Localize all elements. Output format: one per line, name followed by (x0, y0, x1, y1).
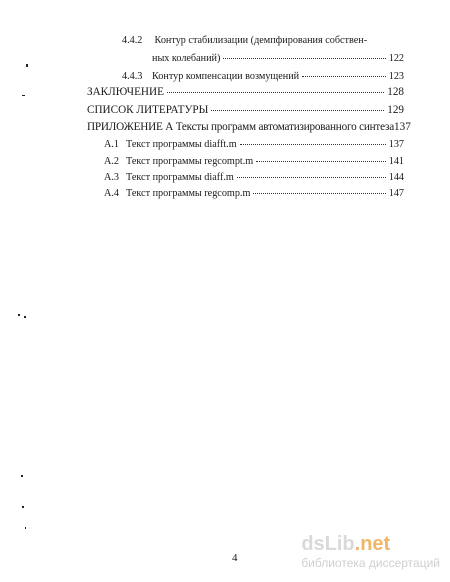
toc-entry-title: СПИСОК ЛИТЕРАТУРЫ (87, 104, 209, 116)
toc-entry-title: ЗАКЛЮЧЕНИЕ (87, 86, 164, 98)
toc-appendix-item (104, 188, 404, 200)
toc-page-number: 147 (388, 188, 404, 199)
dot-leader (253, 193, 385, 194)
toc-page-number: 137 (394, 121, 411, 133)
dot-leader (223, 58, 385, 59)
toc-entry-title-continuation: ных колебаний) (152, 53, 221, 64)
toc-page-number: 122 (388, 53, 404, 64)
toc-page-number: 123 (388, 71, 404, 82)
scan-speck (21, 475, 23, 477)
toc-entry-title: Текст программы regcompt.m (126, 156, 254, 167)
toc-page-number: 128 (387, 86, 404, 98)
toc-entry-number: 4.4.3 (122, 71, 143, 82)
dot-leader (211, 110, 384, 111)
toc-entry-title: Текст программы diaff.m (126, 172, 234, 183)
watermark-tld: .net (354, 533, 391, 555)
watermark-subtitle: библиотека диссертаций (301, 556, 440, 570)
toc-appendix-item (104, 172, 404, 184)
toc-entry-title: Текст программы regcomp.m (126, 188, 251, 199)
toc-entry-number: А.3 (104, 172, 119, 183)
toc-entry-title: Контур стабилизации (демпфирования собствен- (154, 35, 368, 46)
dot-leader (167, 92, 384, 93)
toc-entry-number: А.1 (104, 139, 119, 150)
dot-leader (240, 144, 386, 145)
toc-entry-title: Текст программы diafft.m (126, 139, 237, 150)
dot-leader (256, 161, 385, 162)
toc-entry-number: А.2 (104, 156, 119, 167)
scan-speck (24, 316, 26, 318)
scan-speck (22, 95, 25, 96)
dslib-watermark (301, 533, 440, 570)
toc-entry-4-4-3 (122, 71, 404, 83)
watermark-brand: dsLib (301, 533, 355, 555)
toc-entry-title: ПРИЛОЖЕНИЕ А Тексты программ автоматизированного синтеза (87, 121, 394, 133)
toc-entry-4-4-2-line1 (122, 35, 367, 47)
toc-page-number: 137 (388, 139, 404, 150)
toc-page-number: 129 (387, 104, 404, 116)
toc-entry-appendix (87, 121, 411, 133)
scan-speck (18, 314, 20, 316)
toc-entry-conclusion (87, 86, 404, 98)
dot-leader (237, 177, 386, 178)
dot-leader (302, 76, 386, 77)
toc-appendix-item (104, 156, 404, 168)
scan-speck (22, 506, 24, 508)
toc-entry-number: 4.4.2 (122, 35, 143, 46)
watermark-logo (301, 533, 440, 555)
toc-page-number: 144 (388, 172, 404, 183)
toc-entry-4-4-2-line2 (152, 53, 404, 65)
page-number: 4 (232, 552, 238, 564)
toc-entry-references (87, 104, 404, 116)
scan-speck (26, 64, 28, 67)
scan-speck (25, 527, 26, 529)
toc-page-number: 141 (388, 156, 404, 167)
toc-entry-number: А.4 (104, 188, 119, 199)
toc-entry-title: Контур компенсации возмущений (152, 71, 300, 82)
toc-appendix-item (104, 139, 404, 151)
